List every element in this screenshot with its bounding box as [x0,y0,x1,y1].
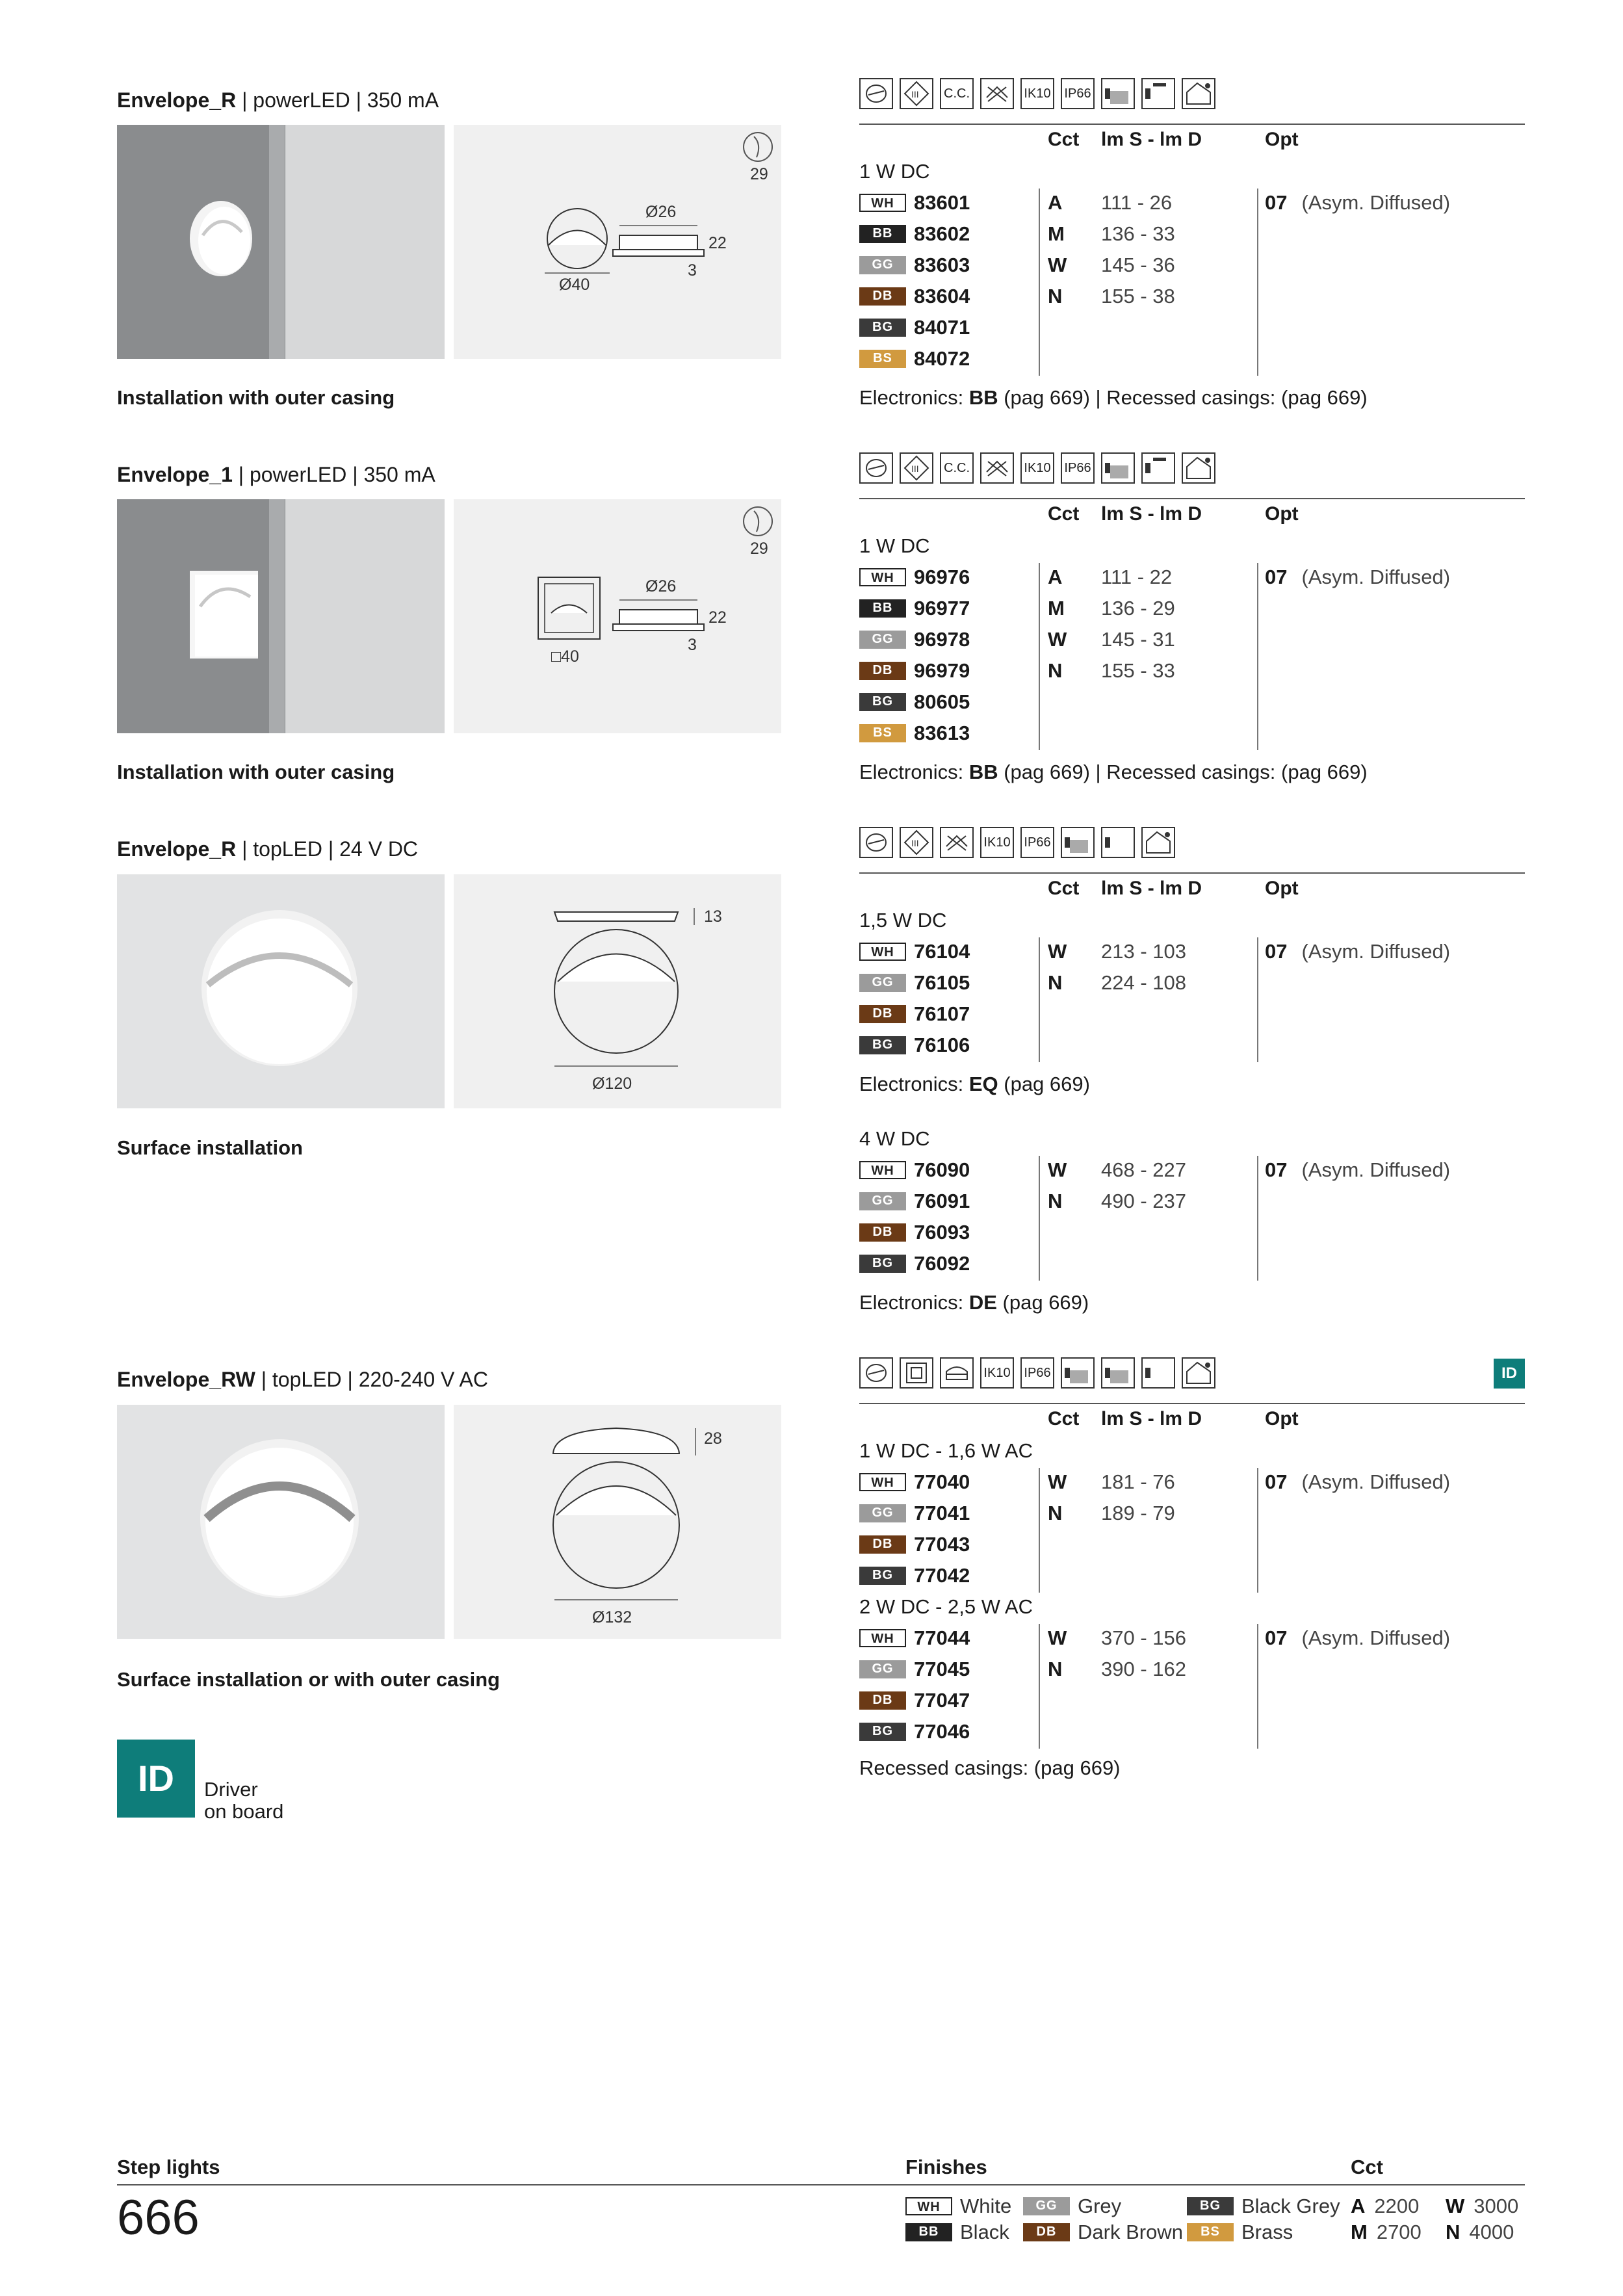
constant-current-icon: C.C. [940,452,974,484]
id-legend-badge: ID [117,1740,195,1818]
column-divider [1039,563,1040,750]
feature-icons [859,452,1215,484]
finish-legend-name: Grey [1078,2195,1122,2217]
cct-legend-item: W 3000 [1446,2195,1519,2217]
lumen-value: 390 - 162 [1101,1658,1186,1680]
article-code: 76091 [914,1190,970,1212]
table-rule [859,872,1525,874]
finish-chip: GG [859,1660,906,1678]
power-rating: 1 W DC - 1,6 W AC [859,1439,1033,1462]
class-iii-icon [900,452,933,484]
beam-side-icon [1101,452,1135,484]
lumen-value: 111 - 26 [1101,191,1173,214]
finish-chip: BG [859,1723,906,1741]
ik-rating-icon: IK10 [980,827,1014,858]
finish-chip: BB [859,599,906,618]
lumen-value: 490 - 237 [1101,1190,1186,1212]
finish-chip: DB [859,1223,906,1242]
finish-legend-chip: BB [905,2223,952,2241]
article-code: 83601 [914,191,970,214]
no-cover-icon [940,827,974,858]
wall-edge [269,499,285,733]
lumen-value: 181 - 76 [1101,1470,1175,1493]
finish-chip: DB [859,287,906,306]
lumen-value: 136 - 29 [1101,597,1175,620]
article-code: 96976 [914,566,970,588]
finish-legend-name: Brass [1241,2221,1293,2243]
article-code: 83602 [914,222,970,245]
id-legend-line: on board [204,1800,284,1823]
article-code: 76093 [914,1221,970,1244]
installation-note: Surface installation or with outer casing [117,1668,500,1691]
article-code: 77040 [914,1470,970,1493]
lumen-value: 370 - 156 [1101,1626,1186,1649]
class-iii-icon [900,827,933,858]
article-code: 96977 [914,597,970,620]
article-code: 96978 [914,628,970,651]
article-code: 76104 [914,940,970,963]
article-code: 77045 [914,1658,970,1680]
cct-code: A [1048,566,1063,588]
column-divider [1257,189,1258,376]
table-rule [859,498,1525,499]
article-code: 77041 [914,1502,970,1524]
beam-small-icon [1101,827,1135,858]
optic: 07 (Asym. Diffused) [1265,1158,1451,1181]
cct-code: W [1048,628,1067,651]
lm-header: lm S - lm D [1101,1408,1202,1429]
ip-rating-icon: IP66 [1020,1357,1054,1389]
finish-legend-chip: GG [1023,2197,1070,2215]
cct-code: W [1048,1158,1067,1181]
recessed-casings-note: Recessed casings: (pag 669) [859,1756,1121,1779]
cct-code: N [1048,285,1063,307]
lumen-value: 468 - 227 [1101,1158,1186,1181]
column-divider [1257,937,1258,1062]
article-code: 83604 [914,285,970,307]
ip-rating-icon: IP66 [1061,452,1095,484]
article-code: 77044 [914,1626,970,1649]
column-divider [1039,1624,1040,1749]
finishes-title: Finishes [905,2156,987,2178]
finish-chip: WH [859,1473,906,1491]
column-divider [1257,1468,1258,1593]
flat-surface-icon [1182,1357,1215,1389]
feature-icons [859,1357,1215,1389]
opt-header: Opt [1265,129,1299,150]
lumen-value: 189 - 79 [1101,1502,1175,1524]
technical-drawing [454,874,781,1108]
product-photo [117,499,445,733]
cct-code: N [1048,1658,1063,1680]
luminaire-render [117,1405,445,1639]
finish-chip: BS [859,350,906,368]
lumen-value: 224 - 108 [1101,971,1186,994]
cct-code: M [1048,222,1065,245]
height-label: 22 [708,608,727,627]
finish-chip: BS [859,724,906,742]
article-code: 76107 [914,1002,970,1025]
cct-code: N [1048,659,1063,682]
finish-legend-chip: WH [905,2197,952,2215]
lumen-value: 155 - 33 [1101,659,1175,682]
article-code: 77042 [914,1564,970,1587]
no-cover-icon [980,78,1014,109]
cct-code: A [1048,191,1063,214]
diameter-label: Ø40 [559,276,590,294]
finish-legend-name: Dark Brown [1078,2221,1183,2243]
wall [285,125,445,359]
height-label: 22 [708,234,727,252]
power-rating: 2 W DC - 2,5 W AC [859,1595,1033,1618]
beam-small-icon [1141,1357,1175,1389]
beam-side-icon [1061,1357,1095,1389]
height-label: 28 [704,1429,722,1448]
electronics-note: Electronics: DE (pag 669) [859,1291,1089,1314]
finish-chip: WH [859,1161,906,1179]
wall-edge [269,125,285,359]
electronics-note: Electronics: BB (pag 669) | Recessed casings: (pag 669) [859,761,1368,783]
product-title: Envelope_RW | topLED | 220-240 V AC [117,1368,488,1391]
beam-side-icon [1101,1357,1135,1389]
width-label: Ø26 [645,577,677,595]
column-divider [1039,1468,1040,1593]
class-iii-icon [900,78,933,109]
cct-header: Cct [1048,129,1080,150]
finish-chip: BG [859,693,906,711]
product-photo [117,1405,445,1639]
flat-surface-icon [1182,78,1215,109]
finish-chip: WH [859,943,906,961]
ip-rating-icon: IP66 [1061,78,1095,109]
table-rule [859,1403,1525,1404]
beam-angle-label: 29 [750,540,768,558]
cct-code: W [1048,1470,1067,1493]
width-label: Ø26 [645,203,677,221]
finish-chip: BG [859,319,906,337]
power-rating: 4 W DC [859,1127,930,1150]
finish-chip: WH [859,1629,906,1647]
opt-header: Opt [1265,1408,1299,1429]
technical-drawing [454,499,781,733]
cct-code: W [1048,254,1067,276]
beam-angle-label: 29 [750,165,768,183]
opt-header: Opt [1265,503,1299,525]
cct-legend-item: N 4000 [1446,2221,1514,2243]
casing-icon [940,1357,974,1389]
column-divider [1257,1624,1258,1749]
article-code: 84071 [914,316,970,339]
cct-header: Cct [1048,878,1080,899]
finish-chip: GG [859,256,906,274]
beam-top-icon [1141,452,1175,484]
finish-chip: GG [859,974,906,992]
lm-header: lm S - lm D [1101,129,1202,150]
rotate-icon [859,78,893,109]
lumen-value: 111 - 22 [1101,566,1173,588]
power-rating: 1 W DC [859,534,930,557]
section-title: Step lights [117,2156,220,2178]
article-code: 84072 [914,347,970,370]
article-code: 76105 [914,971,970,994]
flat-surface-icon [1182,452,1215,484]
article-code: 77046 [914,1720,970,1743]
optic: 07 (Asym. Diffused) [1265,1470,1451,1493]
cct-header: Cct [1048,503,1080,525]
column-divider [1039,1156,1040,1281]
finish-chip: BG [859,1036,906,1054]
lumen-value: 145 - 36 [1101,254,1175,276]
rotate-icon [859,827,893,858]
finish-chip: DB [859,1535,906,1554]
driver-on-board-badge: ID [1494,1359,1525,1389]
finish-legend-name: Black [960,2221,1009,2243]
finish-chip: DB [859,1691,906,1710]
luminaire-render [117,874,445,1108]
article-code: 76090 [914,1158,970,1181]
finish-chip: DB [859,1005,906,1023]
constant-current-icon: C.C. [940,78,974,109]
id-legend-line: Driver [204,1778,258,1801]
optic: 07 (Asym. Diffused) [1265,940,1451,963]
lm-header: lm S - lm D [1101,878,1202,899]
column-divider [1039,937,1040,1062]
installation-note: Installation with outer casing [117,761,395,783]
lumen-value: 136 - 33 [1101,222,1175,245]
lm-header: lm S - lm D [1101,503,1202,525]
finish-chip: WH [859,568,906,586]
installation-note: Installation with outer casing [117,386,395,409]
finish-legend-name: White [960,2195,1012,2217]
finish-chip: BG [859,1255,906,1273]
finish-chip: WH [859,194,906,212]
beam-side-icon [1061,827,1095,858]
lumen-value: 145 - 31 [1101,628,1175,651]
flat-surface-icon [1141,827,1175,858]
finish-chip: GG [859,631,906,649]
product-photo [117,874,445,1108]
page-number: 666 [117,2190,200,2245]
cct-legend-item: A 2200 [1351,2195,1420,2217]
electronics-note: Electronics: EQ (pag 669) [859,1073,1090,1095]
power-rating: 1,5 W DC [859,909,947,932]
svg-text:III: III [911,838,919,848]
column-divider [1257,563,1258,750]
lumen-value: 213 - 103 [1101,940,1186,963]
class-ii-icon [900,1357,933,1389]
power-rating: 1 W DC [859,160,930,183]
lumen-value: 155 - 38 [1101,285,1175,307]
no-cover-icon [980,452,1014,484]
ik-rating-icon: IK10 [980,1357,1014,1389]
finish-legend-chip: BS [1187,2223,1234,2241]
table-rule [859,124,1525,125]
flange-label: 3 [688,261,697,280]
electronics-note: Electronics: BB (pag 669) | Recessed casings: (pag 669) [859,386,1368,409]
product-title: Envelope_R | topLED | 24 V DC [117,837,419,861]
cct-code: W [1048,940,1067,963]
article-code: 96979 [914,659,970,682]
beam-top-icon [1141,78,1175,109]
rotate-icon [859,452,893,484]
svg-text:III: III [911,89,919,99]
article-code: 77047 [914,1689,970,1712]
ik-rating-icon: IK10 [1020,452,1054,484]
column-divider [1039,189,1040,376]
article-code: 83613 [914,722,970,744]
finish-chip: BB [859,225,906,243]
finish-legend-chip: BG [1187,2197,1234,2215]
flange-label: 3 [688,636,697,654]
id-legend-text [204,1779,283,1823]
cct-code: N [1048,1190,1063,1212]
footer-rule [117,2184,1525,2185]
diameter-label: Ø132 [592,1608,632,1626]
finish-chip: DB [859,662,906,680]
installation-note: Surface installation [117,1136,303,1159]
finish-chip: GG [859,1192,906,1210]
cct-code: M [1048,597,1065,620]
optic: 07 (Asym. Diffused) [1265,1626,1451,1649]
feature-icons [859,827,1175,858]
cct-header: Cct [1048,1408,1080,1429]
size-label: □40 [551,647,579,666]
ip-rating-icon: IP66 [1020,827,1054,858]
cct-legend-item: M 2700 [1351,2221,1422,2243]
svg-text:III: III [911,463,919,474]
cct-code: N [1048,971,1063,994]
opt-header: Opt [1265,878,1299,899]
feature-icons [859,78,1215,109]
finish-chip: BG [859,1567,906,1585]
finish-legend-name: Black Grey [1241,2195,1340,2217]
article-code: 76092 [914,1252,970,1275]
finish-legend-chip: DB [1023,2223,1070,2241]
wall [285,499,445,733]
optic: 07 (Asym. Diffused) [1265,566,1451,588]
optic: 07 (Asym. Diffused) [1265,191,1451,214]
cct-title: Cct [1351,2156,1383,2178]
cct-code: N [1048,1502,1063,1524]
finish-chip: GG [859,1504,906,1522]
article-code: 76106 [914,1034,970,1056]
beam-side-icon [1101,78,1135,109]
article-code: 83603 [914,254,970,276]
diameter-label: Ø120 [592,1075,632,1093]
article-code: 80605 [914,690,970,713]
column-divider [1257,1156,1258,1281]
technical-drawing [454,1405,781,1639]
article-code: 77043 [914,1533,970,1556]
product-title: Envelope_R | powerLED | 350 mA [117,88,439,112]
rotate-icon [859,1357,893,1389]
technical-drawing [454,125,781,359]
ik-rating-icon: IK10 [1020,78,1054,109]
cct-code: W [1048,1626,1067,1649]
height-label: 13 [704,907,722,926]
product-photo [117,125,445,359]
product-title: Envelope_1 | powerLED | 350 mA [117,463,435,486]
